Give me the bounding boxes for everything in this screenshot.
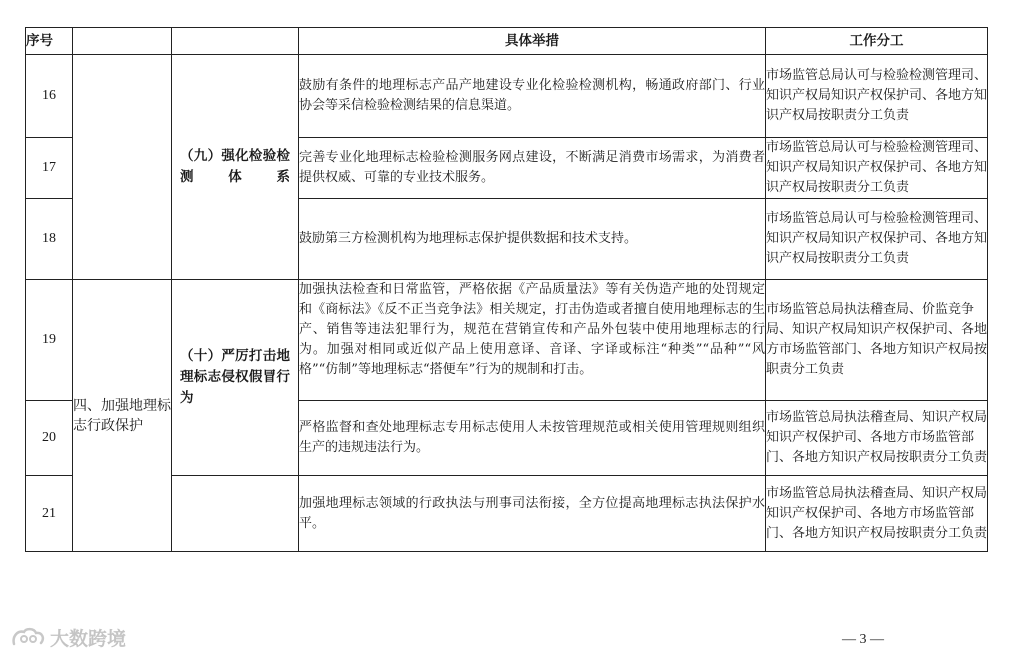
header-measures: 具体举措 bbox=[299, 28, 766, 55]
division-text: 市场监管总局执法稽查局、知识产权局知识产权保护司、各地方市场监管部门、各地方知识产权局按职责分工负责 bbox=[766, 401, 988, 476]
measures-table bbox=[25, 27, 988, 552]
measure-text: 严格监督和查处地理标志专用标志使用人未按管理规范或相关使用管理规则组织生产的违规违法行为。 bbox=[299, 401, 766, 476]
measure-text: 完善专业化地理标志检验检测服务网点建设，不断满足消费市场需求，为消费者提供权威、可靠的专业技术服务。 bbox=[299, 138, 766, 199]
header-no: 序号 bbox=[26, 28, 73, 55]
header-blank-1 bbox=[73, 28, 172, 55]
row-number: 16 bbox=[26, 55, 73, 138]
row-number: 19 bbox=[26, 280, 73, 401]
table-row bbox=[26, 55, 988, 138]
measure-text: 加强地理标志领域的行政执法与刑事司法衔接，全方位提高地理标志执法保护水平。 bbox=[299, 476, 766, 552]
header-blank-2 bbox=[172, 28, 299, 55]
header-division: 工作分工 bbox=[766, 28, 988, 55]
watermark-text: 大数跨境 bbox=[50, 628, 127, 650]
division-text: 市场监管总局认可与检验检测管理司、知识产权局知识产权保护司、各地方知识产权局按职责分工负责 bbox=[766, 138, 988, 199]
watermark bbox=[10, 624, 126, 651]
subcategory-10: （十）严厉打击地理标志侵权假冒行为 bbox=[172, 280, 299, 476]
row-number: 20 bbox=[26, 401, 73, 476]
measure-text: 加强执法检查和日常监管，严格依据《产品质量法》等有关伪造产地的处罚规定和《商标法》《反不正当竞争法》相关规定，打击伪造或者擅自使用地理标志的生产、销售等违法犯罪行为，规范在营销宣传和产品外包装中使用地理标志的行为。加强对相同或近似产品上使用意译、音译、字译或标注“种类”“品种”“风格”“仿制”等地理标志“搭便车”行为的规制和打击。 bbox=[299, 280, 766, 401]
measure-text: 鼓励有条件的地理标志产品产地建设专业化检验检测机构，畅通政府部门、行业协会等采信检验检测结果的信息渠道。 bbox=[299, 55, 766, 138]
watermark-logo-icon bbox=[10, 626, 46, 650]
subcategory-9: （九）强化检验检测体系 bbox=[172, 55, 299, 280]
category-4: 四、加强地理标志行政保护 bbox=[73, 280, 172, 552]
row-number: 17 bbox=[26, 138, 73, 199]
subcategory-empty bbox=[172, 476, 299, 552]
category-cell-empty bbox=[73, 55, 172, 280]
division-text: 市场监管总局执法稽查局、价监竞争局、知识产权局知识产权保护司、各地方市场监管部门、各地方知识产权局按职责分工负责 bbox=[766, 280, 988, 401]
table-row bbox=[26, 280, 988, 401]
division-text: 市场监管总局执法稽查局、知识产权局知识产权保护司、各地方市场监管部门、各地方知识产权局按职责分工负责 bbox=[766, 476, 988, 552]
measure-text: 鼓励第三方检测机构为地理标志保护提供数据和技术支持。 bbox=[299, 199, 766, 280]
page-number: — 3 — bbox=[842, 632, 884, 647]
division-text: 市场监管总局认可与检验检测管理司、知识产权局知识产权保护司、各地方知识产权局按职责分工负责 bbox=[766, 199, 988, 280]
row-number: 18 bbox=[26, 199, 73, 280]
table-header-row bbox=[26, 28, 988, 55]
division-text: 市场监管总局认可与检验检测管理司、知识产权局知识产权保护司、各地方知识产权局按职责分工负责 bbox=[766, 55, 988, 138]
row-number: 21 bbox=[26, 476, 73, 552]
